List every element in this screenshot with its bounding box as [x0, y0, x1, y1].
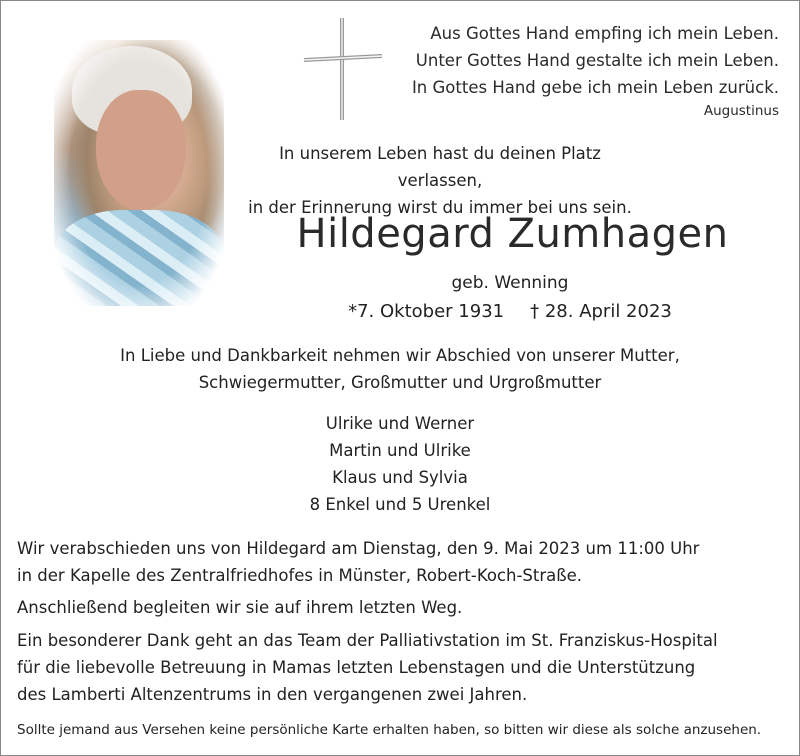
service-details	[17, 535, 787, 589]
portrait-photo	[54, 40, 224, 306]
verse-line: in der Erinnerung wirst du immer bei uns sein.	[248, 198, 632, 217]
portrait-face	[96, 90, 186, 210]
thanks-line: für die liebevolle Betreuung in Mamas letzten Lebenstagen und die Unterstützung	[17, 658, 696, 677]
life-dates	[320, 298, 700, 326]
footer-note: Sollte jemand aus Versehen keine persönliche Karte erhalten haben, so bitten wir diese als solche anzusehen.	[17, 722, 762, 738]
motto-line: Unter Gottes Hand gestalte ich mein Leben.	[415, 51, 779, 70]
motto	[412, 20, 779, 121]
mourner-entry: Ulrike und Werner	[325, 414, 475, 433]
thanks-line: des Lamberti Altenzentrums in den vergangenen zwei Jahren.	[17, 685, 528, 704]
mourners-list	[200, 410, 600, 518]
verse-line: In unserem Leben hast du deinen Platz verlassen,	[279, 144, 601, 190]
thanks-line: Ein besonderer Dank geht an das Team der Palliativstation im St. Franziskus-Hospital	[17, 631, 718, 650]
farewell-intro	[40, 342, 760, 396]
mourner-entry: Martin und Ulrike	[329, 441, 471, 460]
motto-line: Aus Gottes Hand empfing ich mein Leben.	[430, 24, 779, 43]
deceased-name: Hildegard Zumhagen	[296, 211, 729, 257]
intro-line: Schwiegermutter, Großmutter und Urgroßmutter	[198, 373, 602, 392]
birth-date: *7. Oktober 1931	[348, 301, 505, 322]
portrait-shirt	[54, 210, 224, 306]
burial-note: Anschließend begleiten wir sie auf ihrem letzten Weg.	[17, 598, 463, 617]
cross-icon	[302, 16, 384, 124]
birth-name: geb. Wenning	[451, 273, 569, 293]
intro-line: In Liebe und Dankbarkeit nehmen wir Abschied von unserer Mutter,	[120, 346, 680, 365]
mourner-entry: 8 Enkel und 5 Urenkel	[309, 495, 491, 514]
death-date: 28. April 2023	[544, 301, 672, 322]
mourner-entry: Klaus und Sylvia	[332, 468, 468, 487]
death-symbol: †	[530, 301, 540, 322]
thanks-note	[17, 627, 787, 708]
motto-line: In Gottes Hand gebe ich mein Leben zurück.	[411, 78, 779, 97]
service-line: in der Kapelle des Zentralfriedhofes in Münster, Robert-Koch-Straße.	[17, 566, 583, 585]
motto-author: Augustinus	[703, 103, 779, 119]
service-line: Wir verabschieden uns von Hildegard am Dienstag, den 9. Mai 2023 um 11:00 Uhr	[17, 539, 700, 558]
